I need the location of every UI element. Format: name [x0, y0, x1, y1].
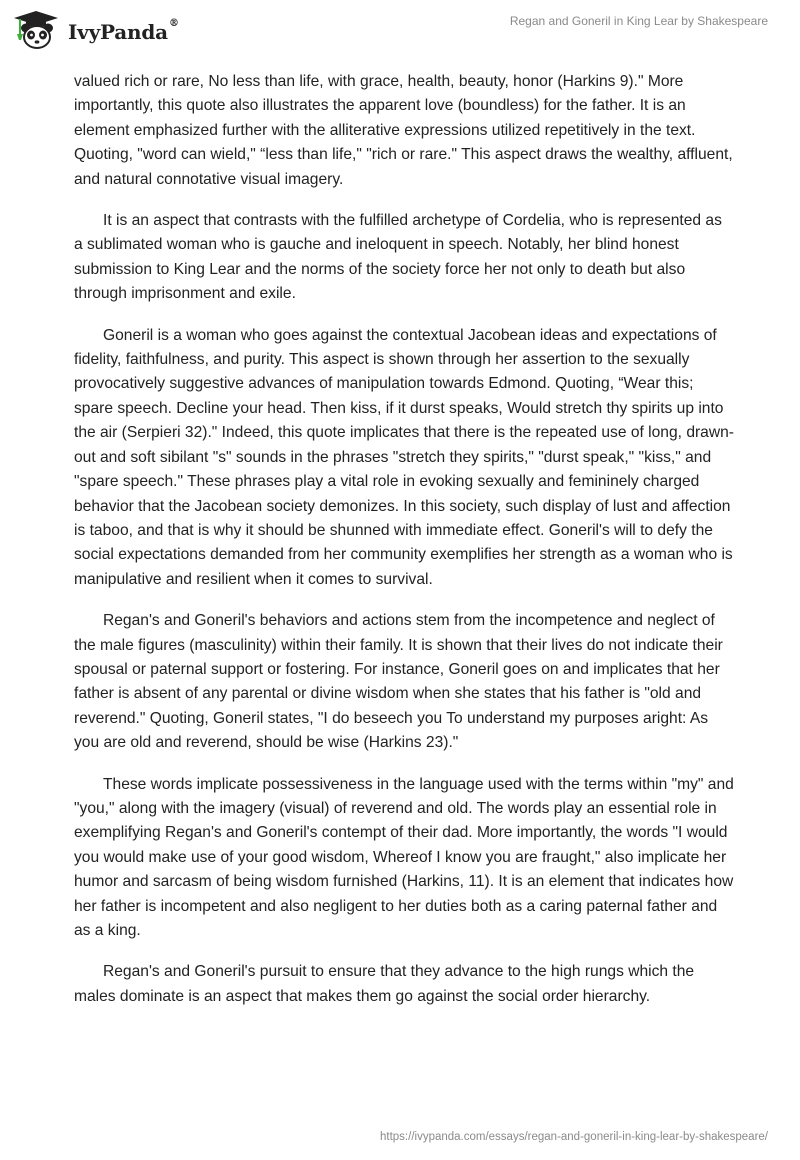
source-url[interactable]: https://ivypanda.com/essays/regan-and-goneril-in-king-lear-by-shakespeare/	[380, 1131, 768, 1143]
paragraph: Regan's and Goneril's behaviors and actions stem from the incompetence and neglect of the male figures (masculinity) within their family. It is shown that their lives do not indicate their spousal or paternal support or fostering. For instance, Goneril goes on and implicates that her father is absent of any parental or divine wisdom when she states that his father is "old and reverend." Quoting, Goneril states, "I do beseech you To understand my purposes aright: As you are old and reverend, should be wise (Harkins 23)."	[74, 612, 723, 752]
paragraph: Goneril is a woman who goes against the contextual Jacobean ideas and expectations of fidelity, faithfulness, and purity. This aspect is shown through her assertion to the sexually provocatively suggestive advances of manipulation towards Edmond. Quoting, “Wear this; spare speech. Decline your head. Then kiss, if it durst speaks, Would stretch thy spirits up into the air (Serpieri 32)." Indeed, this quote implicates that there is the repeated use of long, drawn-out and soft sibilant "s" sounds in the phrases "stretch they spirits," "durst speak," "kiss," and "spare speech." These phrases play a vital role in evoking sexually and femininely charged behavior that the Jacobean society demonizes. In this society, such display of lust and affection is taboo, and that is why it should be shunned with immediate effect. Goneril's will to defy the social expectations demanded from her community exemplifies her strength as a woman who is manipulative and resilient when it comes to survival.	[74, 326, 734, 588]
paragraph: Regan's and Goneril's pursuit to ensure that they advance to the high rungs which the males dominate is an aspect that makes them go against the social order hierarchy.	[74, 963, 695, 1005]
paragraph: It is an aspect that contrasts with the fulfilled archetype of Cordelia, who is represented as a sublimated woman who is gauche and ineloquent in speech. Notably, her blind honest submission to King Lear and the norms of the society force her not only to death but also through imprisonment and exile.	[74, 212, 722, 303]
paragraph: These words implicate possessiveness in the language used with the terms within "my" and "you," along with the imagery (visual) of reverend and old. The words play an essential role in exemplifying Regan's and Goneril's contempt of their dad. More importantly, the words "I would you would make use of your good wisdom, Whereof I know you are fraught," also implicate her humor and sarcasm of being wisdom furnished (Harkins, 11). It is an element that indicates how her father is incompetent and also negligent to her duties both as a caring paternal father and as a king.	[74, 775, 734, 939]
page-header	[0, 0, 800, 62]
logo-name: IvyPanda	[68, 20, 168, 44]
essay-body	[74, 70, 734, 1026]
registered-mark: ®	[168, 18, 179, 29]
document-title: Regan and Goneril in King Lear by Shakespeare	[509, 14, 768, 28]
ivypanda-logo[interactable]	[14, 9, 179, 51]
panda-graduation-cap-icon	[14, 9, 62, 51]
logo-text	[68, 20, 179, 44]
paragraph-continued: valued rich or rare, No less than life, with grace, health, beauty, honor (Harkins 9)." More importantly, this quote also illustrates the apparent love (boundless) for the father. It is an element emphasized further with the alliterative expressions utilized repetitively in the text. Quoting, "word can wield," “less than life," "rich or rare." This aspect draws the wealthy, affluent, and natural connotative visual imagery.	[74, 73, 733, 188]
